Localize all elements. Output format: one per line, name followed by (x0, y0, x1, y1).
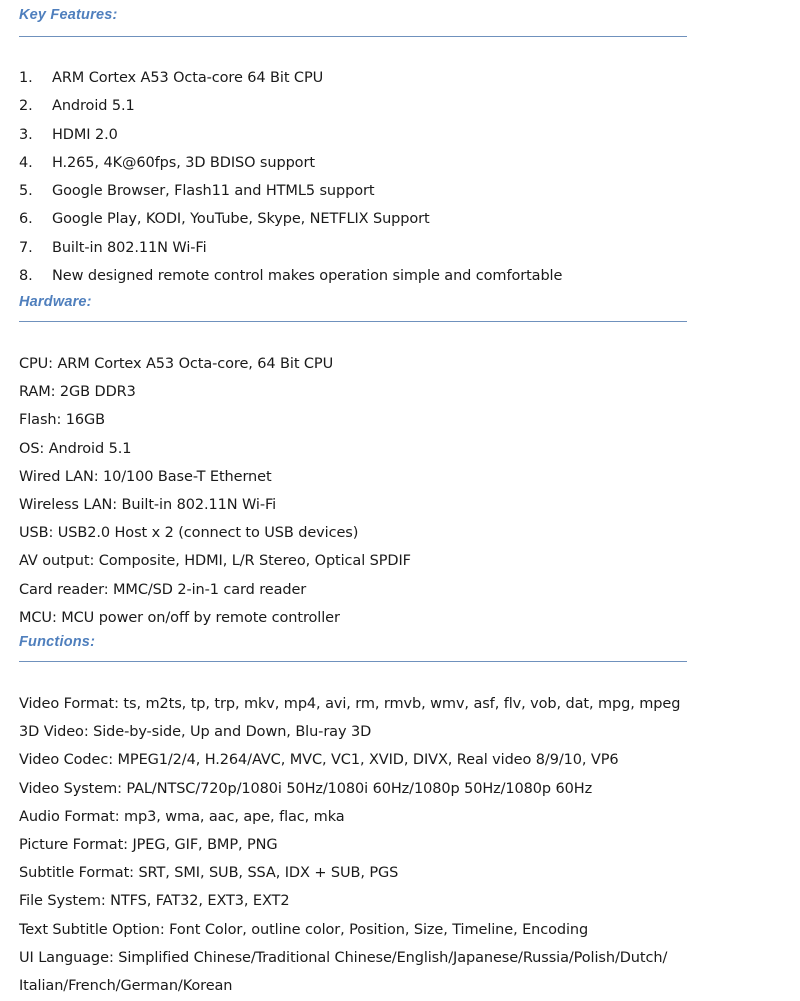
item-number: 8. (19, 268, 33, 285)
item-number: 7. (19, 239, 33, 256)
list-item (19, 262, 562, 290)
list-item (19, 92, 562, 120)
list-item (19, 177, 562, 205)
list-item: File System: NTFS, FAT32, EXT3, EXT2 (19, 893, 290, 910)
functions-heading: Functions: (19, 634, 96, 650)
item-text: Google Browser, Flash11 and HTML5 support (52, 183, 375, 200)
key-features-heading: Key Features: (19, 7, 118, 23)
list-item (19, 205, 562, 233)
list-item: 3D Video: Side-by-side, Up and Down, Blu-ray 3D (19, 724, 372, 741)
item-number: 5. (19, 183, 33, 200)
list-item: Italian/French/German/Korean (19, 977, 233, 994)
item-text: ARM Cortex A53 Octa-core 64 Bit CPU (52, 70, 324, 86)
list-item: AV output: Composite, HDMI, L/R Stereo, Optical SPDIF (19, 553, 411, 570)
hardware-heading: Hardware: (19, 294, 92, 310)
item-text: Built-in 802.11N Wi-Fi (52, 239, 207, 256)
list-item (19, 234, 562, 262)
functions-list (19, 690, 680, 1000)
item-text: H.265, 4K@60fps, 3D BDISO support (52, 154, 315, 171)
key-features-list (19, 64, 562, 290)
hardware-divider (19, 321, 687, 322)
item-text: Android 5.1 (52, 98, 135, 115)
list-item: Subtitle Format: SRT, SMI, SUB, SSA, IDX + SUB, PGS (19, 865, 399, 882)
list-item: Flash: 16GB (19, 412, 106, 429)
list-item (19, 64, 562, 92)
hardware-list (19, 350, 411, 632)
functions-divider (19, 661, 687, 662)
list-item (19, 121, 562, 149)
list-item: RAM: 2GB DDR3 (19, 384, 136, 401)
list-item (19, 149, 562, 177)
item-number: 3. (19, 126, 33, 143)
list-item: Video Codec: MPEG1/2/4, H.264/AVC, MVC, VC1, XVID, DIVX, Real video 8/9/10, VP6 (19, 752, 619, 769)
item-text: Google Play, KODI, YouTube, Skype, NETFLIX Support (52, 211, 430, 228)
list-item: Wired LAN: 10/100 Base-T Ethernet (19, 468, 272, 485)
item-number: 6. (19, 211, 33, 228)
list-item: Video Format: ts, m2ts, tp, trp, mkv, mp4, avi, rm, rmvb, wmv, asf, flv, vob, dat, mpg, mpeg (19, 696, 681, 712)
list-item: Wireless LAN: Built-in 802.11N Wi-Fi (19, 496, 277, 513)
list-item: Audio Format: mp3, wma, aac, ape, flac, mka (19, 808, 345, 825)
list-item: Text Subtitle Option: Font Color, outline color, Position, Size, Timeline, Encoding (19, 921, 589, 938)
list-item: Picture Format: JPEG, GIF, BMP, PNG (19, 836, 278, 853)
key-features-divider (19, 36, 687, 37)
list-item: Video System: PAL/NTSC/720p/1080i 50Hz/1080i 60Hz/1080p 50Hz/1080p 60Hz (19, 780, 593, 797)
list-item: Card reader: MMC/SD 2-in-1 card reader (19, 581, 307, 598)
item-text: HDMI 2.0 (52, 126, 118, 143)
list-item: UI Language: Simplified Chinese/Traditional Chinese/English/Japanese/Russia/Polish/Dutch/ (19, 949, 668, 966)
item-number: 1. (19, 70, 33, 86)
item-number: 4. (19, 154, 33, 171)
list-item: MCU: MCU power on/off by remote controller (19, 609, 340, 626)
item-number: 2. (19, 98, 33, 115)
list-item: OS: Android 5.1 (19, 440, 132, 457)
list-item: CPU: ARM Cortex A53 Octa-core, 64 Bit CPU (19, 356, 334, 372)
item-text: New designed remote control makes operation simple and comfortable (52, 268, 563, 285)
list-item: USB: USB2.0 Host x 2 (connect to USB devices) (19, 525, 359, 542)
